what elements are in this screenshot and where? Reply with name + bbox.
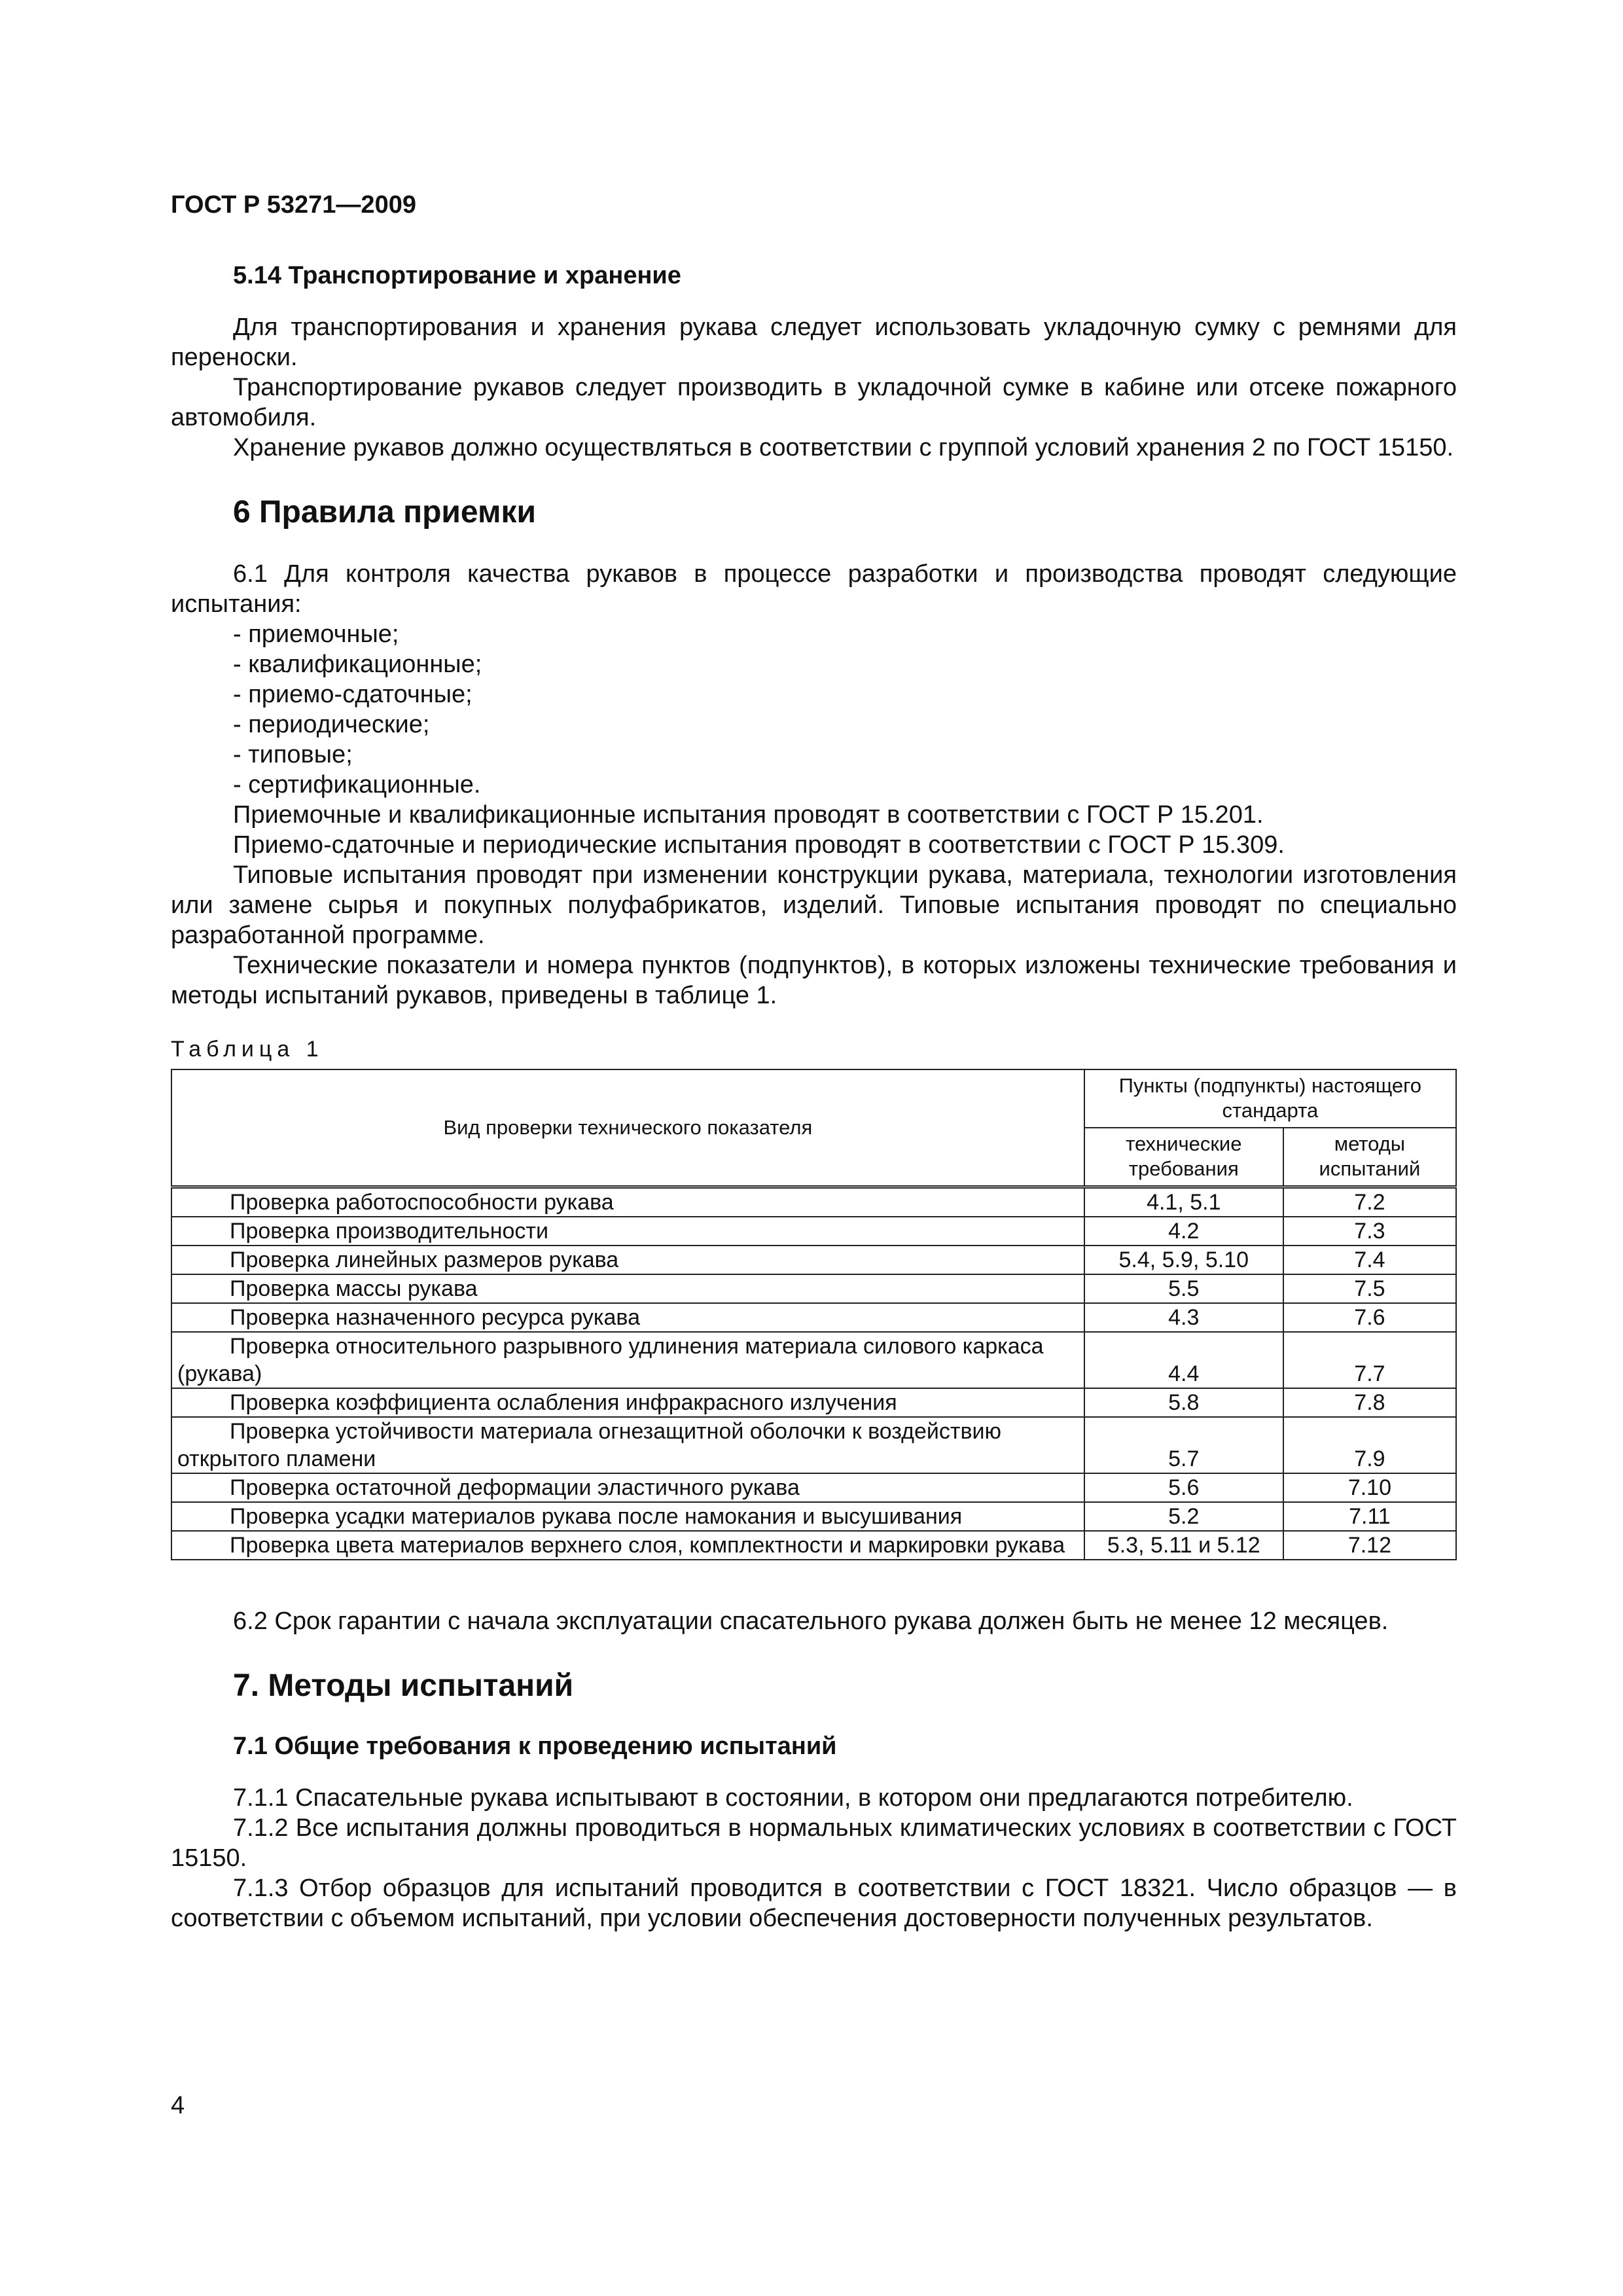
document-body xyxy=(171,262,1457,1933)
requirement-cell: 5.7 xyxy=(1084,1417,1283,1473)
method-cell: 7.4 xyxy=(1283,1246,1456,1274)
list-item: - квалификационные; xyxy=(233,651,482,678)
table-row xyxy=(171,1502,1456,1531)
method-cell: 7.8 xyxy=(1283,1388,1456,1417)
table-row xyxy=(171,1187,1456,1217)
requirement-cell: 5.5 xyxy=(1084,1274,1283,1303)
paragraph: Хранение рукавов должно осуществляться в соответствии с группой условий хранения 2 по ГОСТ 15150. xyxy=(233,434,1454,461)
section-6-title: 6 Правила приемки xyxy=(233,495,537,529)
method-cell: 7.2 xyxy=(1283,1187,1456,1217)
table-row xyxy=(171,1246,1456,1274)
requirement-cell: 5.2 xyxy=(1084,1502,1283,1531)
list-item: - приемочные; xyxy=(233,620,399,648)
header-test-methods: методы испытаний xyxy=(1283,1128,1456,1187)
section-5-14-title: 5.14 Транспортирование и хранение xyxy=(233,262,681,289)
table-row xyxy=(171,1531,1456,1560)
table-row xyxy=(171,1217,1456,1246)
paragraph: 6.2 Срок гарантии с начала эксплуатации спасательного рукава должен быть не менее 12 месяцев. xyxy=(233,1607,1389,1635)
list-item: - типовые; xyxy=(233,741,353,768)
section-7-1-title: 7.1 Общие требования к проведению испытаний xyxy=(233,1732,837,1760)
header-check-type: Вид проверки технического показателя xyxy=(171,1069,1084,1187)
table-row xyxy=(171,1417,1456,1473)
requirement-cell: 4.4 xyxy=(1084,1332,1283,1388)
list-item: - периодические; xyxy=(233,711,430,738)
table-row xyxy=(171,1332,1456,1388)
method-cell: 7.10 xyxy=(1283,1473,1456,1502)
paragraph: Приемочные и квалификационные испытания проводят в соответствии с ГОСТ Р 15.201. xyxy=(233,801,1264,829)
check-name-cell: Проверка цвета материалов верхнего слоя, комплектности и маркировки рукава xyxy=(171,1531,1084,1560)
requirement-cell: 4.3 xyxy=(1084,1303,1283,1332)
paragraph: 6.1 Для контроля качества рукавов в процессе разработки и производства проводят следующие испытания: xyxy=(171,560,1457,618)
check-name-cell: Проверка массы рукава xyxy=(171,1274,1084,1303)
paragraph: 7.1.2 Все испытания должны проводиться в нормальных климатических условиях в соответствии с ГОСТ 15150. xyxy=(171,1814,1457,1872)
check-name-cell: Проверка работоспособности рукава xyxy=(171,1187,1084,1217)
table-row xyxy=(171,1303,1456,1332)
paragraph: Приемо-сдаточные и периодические испытания проводят в соответствии с ГОСТ Р 15.309. xyxy=(233,831,1285,859)
paragraph: Для транспортирования и хранения рукава следует использовать укладочную сумку с ремнями для переноски. xyxy=(171,314,1457,371)
requirement-cell: 4.1, 5.1 xyxy=(1084,1187,1283,1217)
paragraph: 7.1.1 Спасательные рукава испытывают в состоянии, в котором они предлагаются потребителю. xyxy=(233,1784,1353,1812)
method-cell: 7.9 xyxy=(1283,1417,1456,1473)
section-7-title: 7. Методы испытаний xyxy=(233,1668,574,1703)
table-1 xyxy=(171,1069,1457,1560)
check-name-cell: Проверка линейных размеров рукава xyxy=(171,1246,1084,1274)
page-number: 4 xyxy=(171,2092,185,2119)
method-cell: 7.3 xyxy=(1283,1217,1456,1246)
requirement-cell: 5.8 xyxy=(1084,1388,1283,1417)
header-technical-requirements: технические требования xyxy=(1084,1128,1283,1187)
table-row xyxy=(171,1473,1456,1502)
list-item: - приемо-сдаточные; xyxy=(233,681,473,708)
paragraph: Типовые испытания проводят при изменении конструкции рукава, материала, технологии изготовления или замене сырья и покупных полуфабрикатов, изделий. Типовые испытания проводят по специально разработанной программе. xyxy=(171,861,1457,949)
method-cell: 7.12 xyxy=(1283,1531,1456,1560)
method-cell: 7.7 xyxy=(1283,1332,1456,1388)
table-row xyxy=(171,1274,1456,1303)
requirement-cell: 4.2 xyxy=(1084,1217,1283,1246)
requirement-cell: 5.6 xyxy=(1084,1473,1283,1502)
paragraph: 7.1.3 Отбор образцов для испытаний проводится в соответствии с ГОСТ 18321. Число образцов — в соответствии с объемом испытаний, при условии обеспечения достоверности полученных результатов. xyxy=(171,1874,1457,1932)
list-item: - сертификационные. xyxy=(233,771,481,798)
check-name-cell: Проверка усадки материалов рукава после намокания и высушивания xyxy=(171,1502,1084,1531)
requirement-cell: 5.3, 5.11 и 5.12 xyxy=(1084,1531,1283,1560)
check-name-cell: Проверка назначенного ресурса рукава xyxy=(171,1303,1084,1332)
table-caption: Таблица 1 xyxy=(171,1037,324,1062)
check-name-cell: Проверка производительности xyxy=(171,1217,1084,1246)
header-clauses: Пункты (подпункты) настоящего стандарта xyxy=(1084,1069,1456,1128)
check-name-cell: Проверка остаточной деформации эластичного рукава xyxy=(171,1473,1084,1502)
requirement-cell: 5.4, 5.9, 5.10 xyxy=(1084,1246,1283,1274)
table-row xyxy=(171,1388,1456,1417)
paragraph: Технические показатели и номера пунктов (подпунктов), в которых изложены технические требования и методы испытаний рукавов, приведены в таблице 1. xyxy=(171,952,1457,1009)
document-id: ГОСТ Р 53271—2009 xyxy=(171,191,416,219)
method-cell: 7.11 xyxy=(1283,1502,1456,1531)
check-name-cell: Проверка устойчивости материала огнезащитной оболочки к воздействию открытого пламени xyxy=(171,1417,1084,1473)
method-cell: 7.5 xyxy=(1283,1274,1456,1303)
check-name-cell: Проверка коэффициента ослабления инфракрасного излучения xyxy=(171,1388,1084,1417)
paragraph: Транспортирование рукавов следует производить в укладочной сумке в кабине или отсеке пожарного автомобиля. xyxy=(171,374,1457,431)
check-name-cell: Проверка относительного разрывного удлинения материала силового каркаса (рукава) xyxy=(171,1332,1084,1388)
method-cell: 7.6 xyxy=(1283,1303,1456,1332)
table-body xyxy=(171,1187,1456,1560)
